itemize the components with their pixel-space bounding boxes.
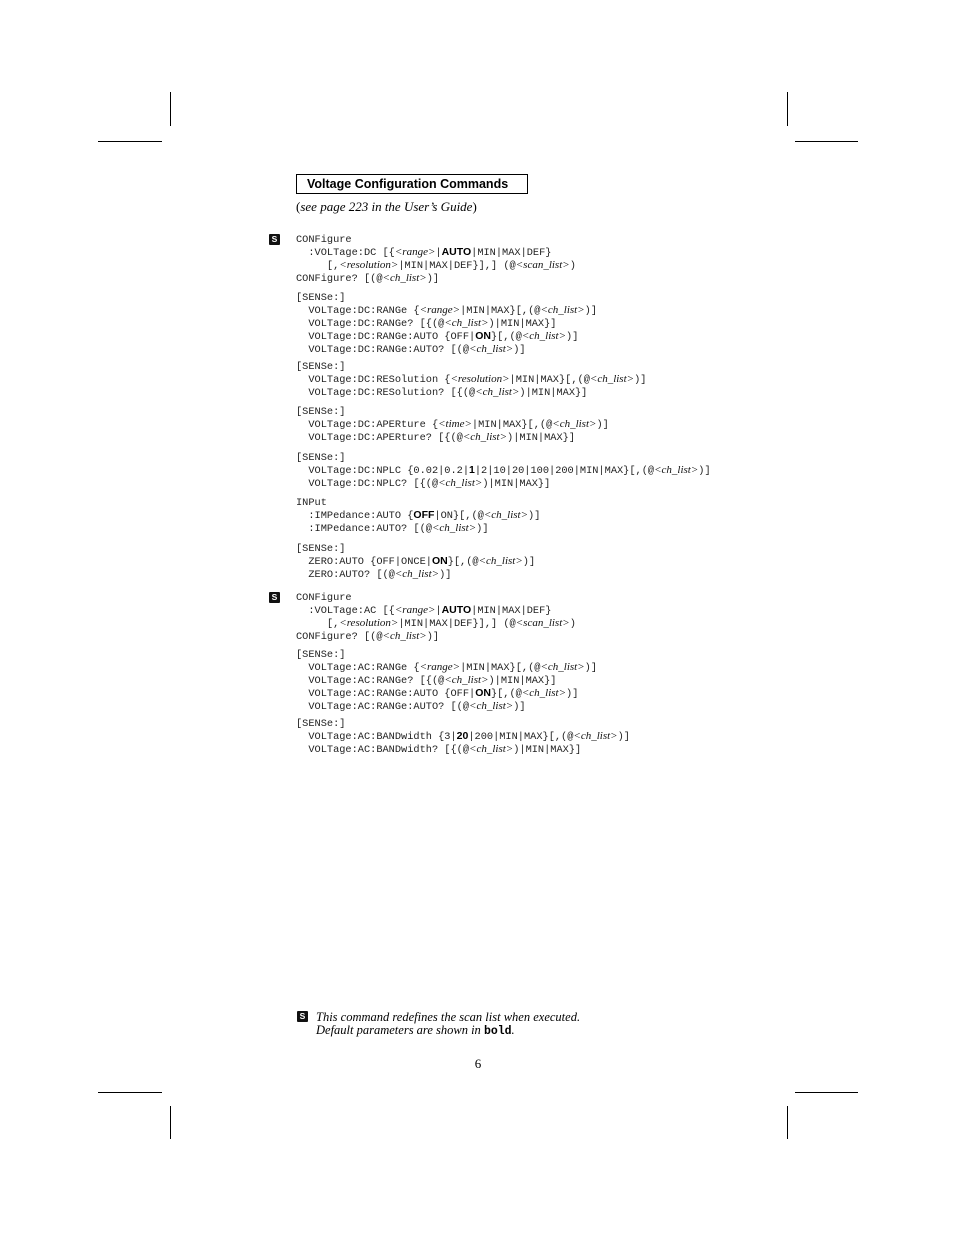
footnote-line-1: This command redefines the scan list when executed. xyxy=(316,1010,581,1024)
crop-mark-bottom-right-horizontal xyxy=(795,1092,858,1093)
ac-bandwidth-command-block: [SENSe:] VOLTage:AC:BANDwidth {3|20|200|MIN|MAX}[,(@<ch_list>)] VOLTage:AC:BANDwidth? [{(@<ch_list>)|MIN|MAX}] xyxy=(296,718,630,756)
crop-mark-top-right-vertical xyxy=(787,92,788,126)
crop-mark-bottom-left-vertical xyxy=(170,1106,171,1139)
dc-aperture-command-block: [SENSe:] VOLTage:DC:APERture {<time>|MIN|MAX}[,(@<ch_list>)] VOLTage:DC:APERture? [{(@<ch_list>)|MIN|MAX}] xyxy=(296,406,609,444)
footnote-bold-word: bold xyxy=(483,1024,512,1038)
scan-list-icon: S xyxy=(269,592,280,603)
configure-dc-command-block: CONFigure :VOLTage:DC [{<range>|AUTO|MIN|MAX|DEF} [,<resolution>|MIN|MAX|DEF}],] (@<scan_list>) CONFigure? [(@<ch_list>)] xyxy=(296,234,576,285)
footnote-line-2 xyxy=(316,1024,580,1039)
crop-mark-top-left-vertical xyxy=(170,92,171,126)
dc-resolution-command-block: [SENSe:] VOLTage:DC:RESolution {<resolution>|MIN|MAX}[,(@<ch_list>)] VOLTage:DC:RESolution? [{(@<ch_list>)|MIN|MAX}] xyxy=(296,361,647,399)
section-title: Voltage Configuration Commands xyxy=(296,174,528,194)
page-reference xyxy=(296,199,477,215)
dc-nplc-command-block: [SENSe:] VOLTage:DC:NPLC {0.02|0.2|1|2|10|20|100|200|MIN|MAX}[,(@<ch_list>)] VOLTage:DC:NPLC? [{(@<ch_list>)|MIN|MAX}] xyxy=(296,452,711,490)
scan-list-icon: S xyxy=(269,234,280,245)
crop-mark-bottom-left-horizontal xyxy=(98,1092,162,1093)
ac-range-command-block: [SENSe:] VOLTage:AC:RANGe {<range>|MIN|MAX}[,(@<ch_list>)] VOLTage:AC:RANGe? [{(@<ch_list>)|MIN|MAX}] VOLTage:AC:RANGe:AUTO {OFF|ON}[,(@<ch_list>)] VOLTage:AC:RANGe:AUTO? [(@<ch_list>)] xyxy=(296,649,597,713)
configure-ac-command-block: CONFigure :VOLTage:AC [{<range>|AUTO|MIN|MAX|DEF} [,<resolution>|MIN|MAX|DEF}],] (@<scan_list>) CONFigure? [(@<ch_list>)] xyxy=(296,592,576,643)
page-reference-text: see page 223 in the User’s Guide xyxy=(300,199,473,214)
paren-open: ( xyxy=(296,199,301,214)
crop-mark-top-left-horizontal xyxy=(98,141,162,142)
input-impedance-command-block: INPut :IMPedance:AUTO {OFF|ON}[,(@<ch_list>)] :IMPedance:AUTO? [(@<ch_list>)] xyxy=(296,497,541,535)
footnote xyxy=(316,1011,580,1038)
dc-range-command-block: [SENSe:] VOLTage:DC:RANGe {<range>|MIN|MAX}[,(@<ch_list>)] VOLTage:DC:RANGe? [{(@<ch_list>)|MIN|MAX}] VOLTage:DC:RANGe:AUTO {OFF|ON}[,(@<ch_list>)] VOLTage:DC:RANGe:AUTO? [(@<ch_list>)] xyxy=(296,292,597,356)
crop-mark-top-right-horizontal xyxy=(795,141,858,142)
crop-mark-bottom-right-vertical xyxy=(787,1106,788,1139)
footnote-line-2-text: Default parameters are shown in xyxy=(316,1022,484,1037)
zero-auto-command-block: [SENSe:] ZERO:AUTO {OFF|ONCE|ON}[,(@<ch_list>)] ZERO:AUTO? [(@<ch_list>)] xyxy=(296,543,536,581)
scan-list-icon: S xyxy=(297,1011,308,1022)
page-number: 6 xyxy=(474,1056,482,1071)
footnote-period: . xyxy=(511,1022,515,1037)
paren-close: ) xyxy=(472,199,477,214)
